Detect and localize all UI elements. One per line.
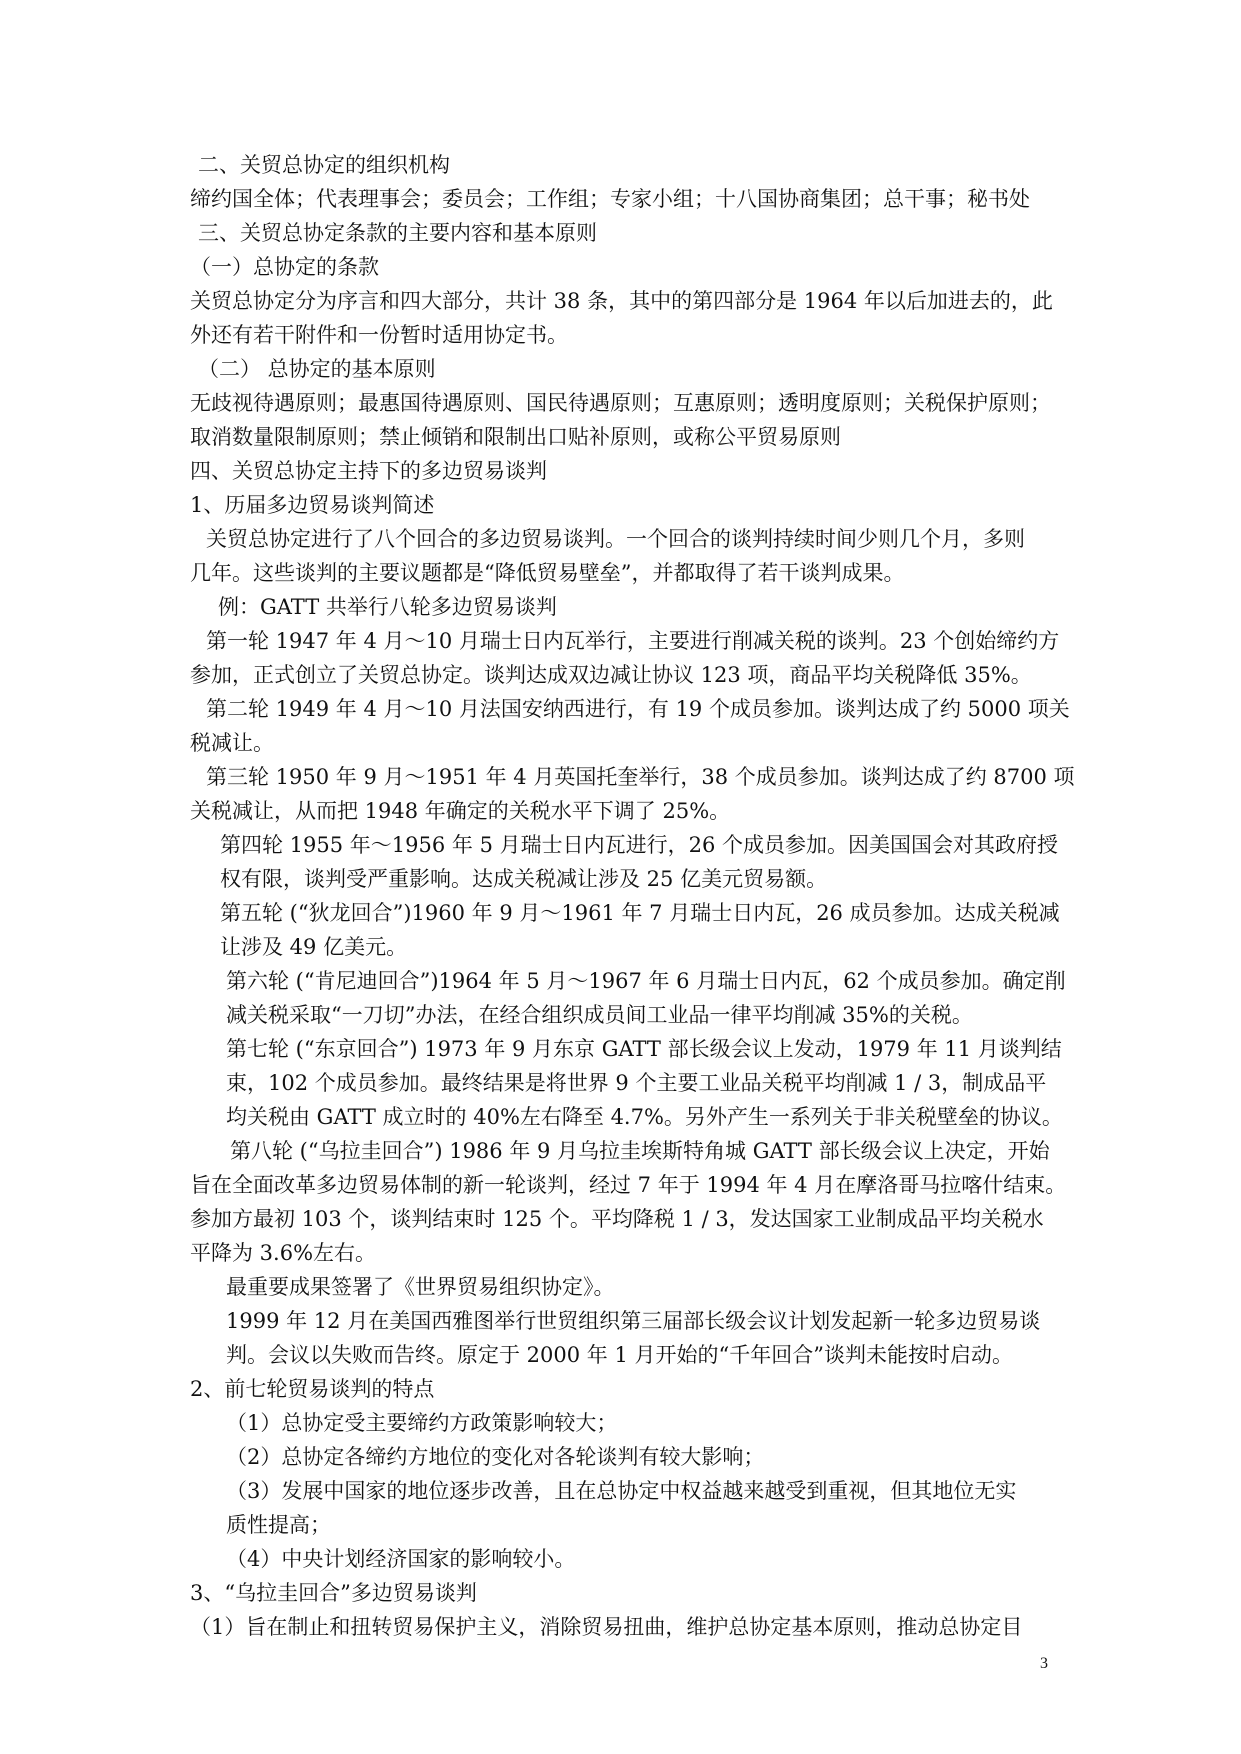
- text-line: （二） 总协定的基本原则: [198, 357, 436, 381]
- text-line: 3、“乌拉圭回合”多边贸易谈判: [190, 1581, 477, 1605]
- text-line: 均关税由 GATT 成立时的 40%左右降至 4.7%。另外产生一系列关于非关税壁垒的协议。: [226, 1105, 1063, 1129]
- text-line: 例：GATT 共举行八轮多边贸易谈判: [218, 595, 557, 619]
- text-line: 二、关贸总协定的组织机构: [198, 153, 450, 177]
- text-line: （一）总协定的条款: [190, 255, 379, 279]
- text-line: （1）旨在制止和扭转贸易保护主义，消除贸易扭曲，维护总协定基本原则，推动总协定目: [190, 1615, 1023, 1639]
- text-line: 几年。这些谈判的主要议题都是“降低贸易壁垒”，并都取得了若干谈判成果。: [190, 561, 905, 585]
- text-line: 第六轮 (“肯尼迪回合”)1964 年 5 月～1967 年 6 月瑞士日内瓦，62 个成员参加。确定削: [226, 969, 1066, 993]
- text-line: 税减让。: [190, 731, 274, 755]
- text-line: 束，102 个成员参加。最终结果是将世界 9 个主要工业品关税平均削减 1 / 3，制成品平: [226, 1071, 1047, 1095]
- document-body: [190, 148, 1075, 1644]
- text-line: 2、前七轮贸易谈判的特点: [190, 1377, 435, 1401]
- text-line: 第五轮 (“狄龙回合”)1960 年 9 月～1961 年 7 月瑞士日内瓦，26 成员参加。达成关税减: [220, 901, 1060, 925]
- text-line: 最重要成果签署了《世界贸易组织协定》。: [226, 1275, 615, 1299]
- text-line: 1、历届多边贸易谈判简述: [190, 493, 435, 517]
- text-line: 旨在全面改革多边贸易体制的新一轮谈判，经过 7 年于 1994 年 4 月在摩洛哥马拉喀什结束。: [190, 1173, 1067, 1197]
- text-line: （4）中央计划经济国家的影响较小。: [226, 1547, 576, 1571]
- text-line: 第一轮 1947 年 4 月～10 月瑞士日内瓦举行，主要进行削减关税的谈判。23 个创始缔约方: [206, 629, 1060, 653]
- text-line: 关税减让，从而把 1948 年确定的关税水平下调了 25%。: [190, 799, 731, 823]
- text-line: 判。会议以失败而告终。原定于 2000 年 1 月开始的“千年回合”谈判未能按时启动。: [226, 1343, 1013, 1367]
- text-line: 三、关贸总协定条款的主要内容和基本原则: [198, 221, 597, 245]
- text-line: （3）发展中国家的地位逐步改善，且在总协定中权益越来越受到重视，但其地位无实: [226, 1479, 1017, 1503]
- text-line: 缔约国全体；代表理事会；委员会；工作组；专家小组；十八国协商集团；总干事；秘书处: [190, 187, 1030, 211]
- text-line: 第二轮 1949 年 4 月～10 月法国安纳西进行，有 19 个成员参加。谈判达成了约 5000 项关: [206, 697, 1070, 721]
- text-line: 1999 年 12 月在美国西雅图举行世贸组织第三届部长级会议计划发起新一轮多边贸易谈: [226, 1309, 1041, 1333]
- text-line: （1）总协定受主要缔约方政策影响较大；: [226, 1411, 618, 1435]
- text-line: 参加方最初 103 个，谈判结束时 125 个。平均降税 1 / 3，发达国家工业制成品平均关税水: [190, 1207, 1044, 1231]
- text-line: 关贸总协定分为序言和四大部分，共计 38 条，其中的第四部分是 1964 年以后加进去的，此: [190, 289, 1053, 313]
- text-line: 关贸总协定进行了八个回合的多边贸易谈判。一个回合的谈判持续时间少则几个月，多则: [206, 527, 1025, 551]
- text-line: 平降为 3.6%左右。: [190, 1241, 377, 1265]
- text-line: 让涉及 49 亿美元。: [220, 935, 408, 959]
- text-line: 第七轮 (“东京回合”) 1973 年 9 月东京 GATT 部长级会议上发动，1979 年 11 月谈判结: [226, 1037, 1062, 1061]
- text-line: 外还有若干附件和一份暂时适用协定书。: [190, 323, 568, 347]
- text-line: 第四轮 1955 年～1956 年 5 月瑞士日内瓦进行，26 个成员参加。因美国国会对其政府授: [220, 833, 1059, 857]
- text-line: 无歧视待遇原则；最惠国待遇原则、国民待遇原则；互惠原则；透明度原则；关税保护原则；: [190, 391, 1051, 415]
- text-line: 第三轮 1950 年 9 月～1951 年 4 月英国托奎举行，38 个成员参加。谈判达成了约 8700 项: [206, 765, 1075, 789]
- text-line: 第八轮 (“乌拉圭回合”) 1986 年 9 月乌拉圭埃斯特角城 GATT 部长级会议上决定，开始: [230, 1139, 1050, 1163]
- text-line: 四、关贸总协定主持下的多边贸易谈判: [190, 459, 547, 483]
- text-line: 权有限，谈判受严重影响。达成关税减让涉及 25 亿美元贸易额。: [220, 867, 828, 891]
- page-number: 3: [1040, 1655, 1048, 1672]
- text-line: 减关税采取“一刀切”办法，在经合组织成员间工业品一律平均削减 35%的关税。: [226, 1003, 973, 1027]
- text-line: 取消数量限制原则；禁止倾销和限制出口贴补原则，或称公平贸易原则: [190, 425, 841, 449]
- text-line: 质性提高；: [226, 1513, 331, 1537]
- text-line: 参加，正式创立了关贸总协定。谈判达成双边减让协议 123 项，商品平均关税降低 35%。: [190, 663, 1032, 687]
- text-line: （2）总协定各缔约方地位的变化对各轮谈判有较大影响；: [226, 1445, 765, 1469]
